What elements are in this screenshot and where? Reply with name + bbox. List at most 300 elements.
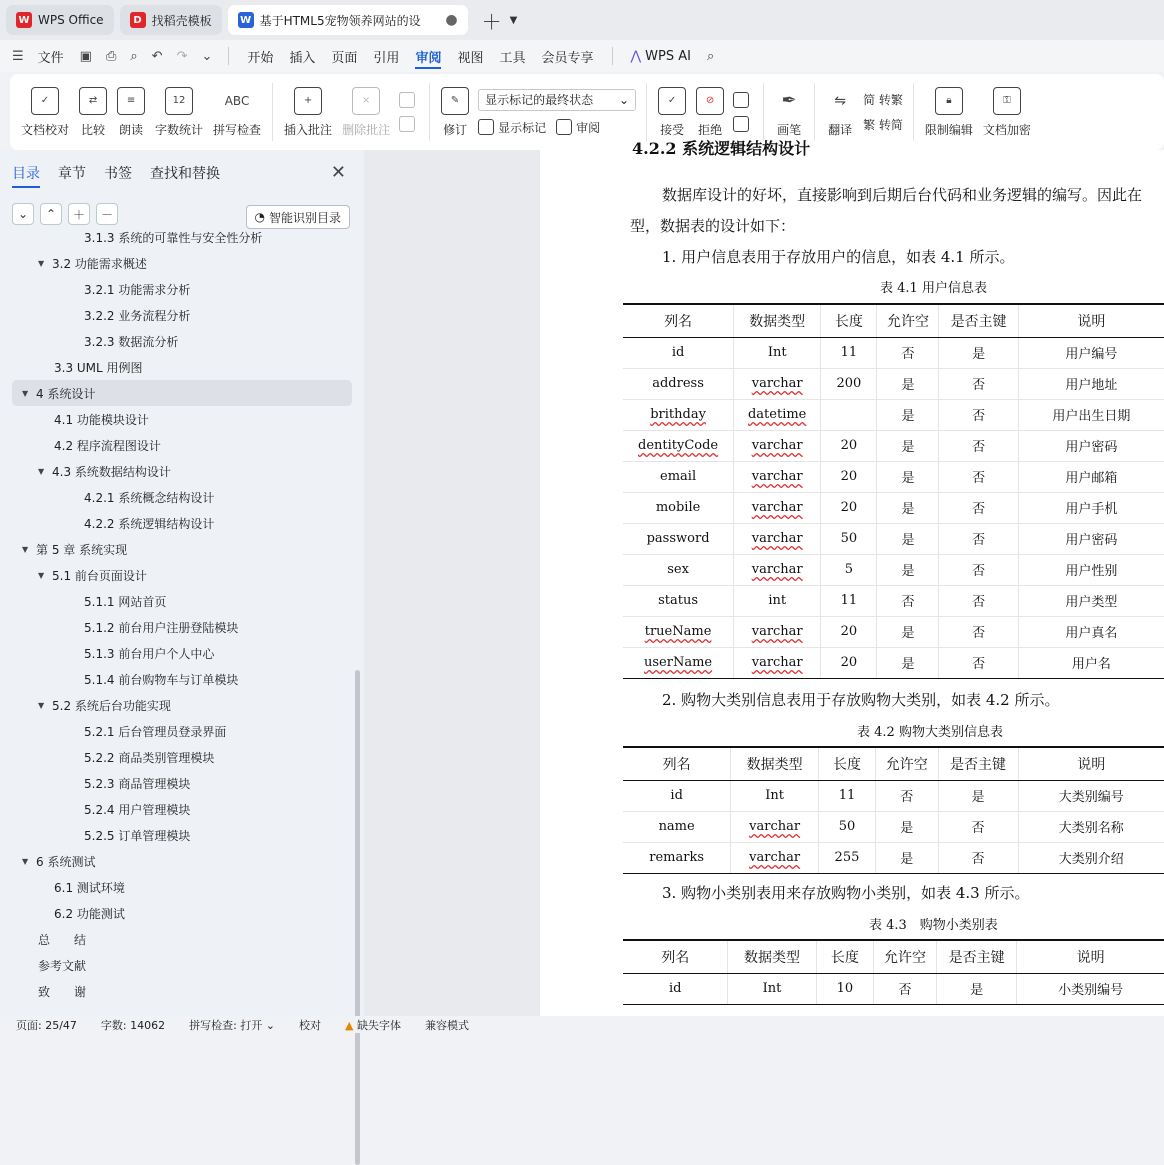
table-caption-1: 表 4.1 用户信息表: [880, 281, 987, 296]
doc-proof-icon: ✓: [31, 87, 59, 115]
toc-item-label: 5.2.5 订单管理模块: [84, 828, 191, 843]
cell-text: varchar: [751, 655, 803, 670]
table-header-cell: 允许空: [877, 304, 939, 337]
cell-text: mobile: [655, 500, 701, 515]
compare-icon: ⇄: [79, 87, 107, 115]
cell-text: 20: [840, 500, 858, 515]
menu-page[interactable]: 页面: [331, 50, 358, 66]
toc-item[interactable]: [12, 692, 352, 718]
table-cell: [876, 780, 939, 811]
show-markup-icon: [478, 119, 494, 135]
label: 显示标记: [498, 120, 547, 135]
writer-doc-icon: W: [238, 12, 254, 28]
table-cell: [734, 616, 821, 647]
toc-item-label: 5.2 系统后台功能实现: [52, 698, 171, 713]
tab-list-chevron-icon[interactable]: ▼: [509, 14, 518, 26]
cell-text: 是: [901, 502, 915, 517]
table-cell: [938, 811, 1018, 842]
read-aloud-button[interactable]: [112, 79, 150, 145]
list-item-2: 2. 购物大类别信息表用于存放购物大类别，如表 4.2 所示。: [662, 691, 1060, 709]
table-cell: [1018, 368, 1164, 399]
toc-item-label: 6 系统测试: [36, 854, 96, 869]
cell-text: 用户真名: [1065, 626, 1118, 641]
tab-chapters[interactable]: 章节: [58, 166, 86, 182]
collapse-up-icon[interactable]: ⌃: [40, 203, 62, 225]
table-cell: [623, 492, 734, 523]
cell-text: varchar: [751, 624, 803, 639]
cell-text: varchar: [751, 376, 803, 391]
cell-text: 用户类型: [1065, 595, 1118, 610]
menu-file[interactable]: 文件: [37, 50, 64, 66]
table-row: [623, 780, 1164, 811]
markup-state-select[interactable]: [478, 89, 636, 111]
table-cell: [818, 811, 875, 842]
tab-current-document[interactable]: [228, 5, 468, 35]
label: 朗读: [119, 122, 144, 137]
table-cell: [876, 811, 939, 842]
toc-item-label: 3.2.2 业务流程分析: [84, 308, 191, 323]
toc-item[interactable]: [12, 536, 352, 562]
table-header-cell: 数据类型: [734, 304, 821, 337]
table-cell: [623, 368, 734, 399]
toc-item-label: 5.1.3 前台用户个人中心: [84, 646, 215, 661]
label: 智能识别目录: [268, 210, 341, 225]
table-cell: [938, 780, 1018, 811]
toc-item[interactable]: [12, 848, 352, 874]
toc-item[interactable]: [12, 250, 352, 276]
cell-text: 是: [901, 564, 915, 579]
user-info-table: [623, 303, 1164, 679]
doc-proof-button[interactable]: [16, 79, 74, 145]
cell-text: varchar: [749, 819, 801, 834]
toc-item-label: 4 系统设计: [36, 386, 96, 401]
cell-text: 是: [901, 533, 915, 548]
table-cell: [877, 461, 939, 492]
table-cell: [821, 461, 877, 492]
label: 简 转繁: [863, 93, 903, 107]
label: 拼写检查: [213, 122, 262, 137]
menu-references[interactable]: 引用: [373, 50, 400, 66]
track-changes-button[interactable]: [436, 79, 474, 145]
table-cell: [877, 616, 939, 647]
toc-item[interactable]: [12, 796, 352, 822]
table-cell: [877, 337, 939, 368]
label: 文档加密: [982, 122, 1031, 137]
table-row: [623, 523, 1164, 554]
table-cell: [728, 973, 816, 1004]
table-cell: [939, 492, 1018, 523]
toc-item-label: 5.1.1 网站首页: [84, 594, 167, 609]
tab-docer-templates[interactable]: [120, 5, 222, 35]
undo-icon[interactable]: ↶: [151, 48, 163, 64]
navigation-pane: [0, 150, 364, 1016]
divider: [763, 83, 764, 141]
remove-icon[interactable]: －: [96, 203, 118, 225]
table-cell: [821, 616, 877, 647]
toc-item[interactable]: [12, 276, 352, 302]
table-cell: [821, 399, 877, 430]
table-row: [623, 973, 1164, 1004]
prev-change-button[interactable]: [733, 92, 753, 108]
table-row: [623, 368, 1164, 399]
table-row: [623, 554, 1164, 585]
section-heading-partial: 4.2.2 系统逻辑结构设计: [632, 139, 811, 158]
cell-text: 用户名: [1071, 657, 1111, 672]
toc-item[interactable]: [12, 874, 352, 900]
toc-item[interactable]: [12, 718, 352, 744]
table-header-row: [623, 747, 1164, 780]
nav-tabs: [0, 150, 364, 196]
cell-text: id: [669, 981, 682, 996]
label: 拼写检查: 打开: [189, 1018, 263, 1032]
toc-item-label: 4.2 程序流程图设计: [54, 438, 161, 453]
cell-text: 否: [901, 595, 915, 610]
menu-home[interactable]: 开始: [247, 50, 274, 66]
collapse-arrow-icon[interactable]: ▼: [38, 700, 45, 710]
table-cell: [1018, 780, 1164, 811]
table-header-cell: 是否主键: [936, 940, 1016, 973]
translate-button[interactable]: [821, 79, 859, 145]
cell-text: 大类别名称: [1058, 821, 1124, 836]
word-count[interactable]: 字数: 14062: [100, 1018, 166, 1032]
cell-text: 是: [901, 657, 915, 672]
cell-text: datetime: [747, 407, 807, 422]
toc-item-label: 5.1 前台页面设计: [52, 568, 147, 583]
cell-text: 20: [840, 624, 858, 639]
tab-close-icon[interactable]: ●: [445, 12, 458, 28]
table-cell: [623, 399, 734, 430]
toc-item[interactable]: [12, 562, 352, 588]
cell-text: 11: [840, 593, 858, 608]
read-aloud-icon: ≡: [117, 87, 145, 115]
warning-icon: ▲: [345, 1018, 357, 1032]
show-markup-button[interactable]: [478, 119, 546, 136]
cell-text: 否: [971, 852, 985, 867]
to-traditional-button[interactable]: [863, 91, 903, 108]
cell-text: 是: [970, 983, 984, 998]
review-pane-icon: [556, 119, 572, 135]
table-cell: [623, 523, 734, 554]
toc-item-label: 6.1 测试环境: [54, 880, 125, 895]
table-header-cell: 说明: [1017, 940, 1164, 973]
collapse-arrow-icon[interactable]: ▼: [22, 856, 29, 866]
menu-view[interactable]: 视图: [457, 50, 484, 66]
table-cell: [877, 554, 939, 585]
toc-item[interactable]: [12, 926, 352, 952]
cell-text: 否: [972, 595, 986, 610]
cell-text: 是: [901, 471, 915, 486]
table-header-cell: 数据类型: [728, 940, 816, 973]
word-count-button[interactable]: [150, 79, 208, 145]
toc-item-label: 4.2.2 系统逻辑结构设计: [84, 516, 215, 531]
toc-item-label: 4.1 功能模块设计: [54, 412, 149, 427]
toc-item[interactable]: [12, 952, 352, 978]
table-row: [623, 616, 1164, 647]
cell-text: 否: [971, 821, 985, 836]
encrypt-document-button[interactable]: [978, 79, 1036, 145]
select-value: 显示标记的最终状态: [485, 93, 594, 107]
cell-text: 用户密码: [1065, 440, 1118, 455]
category-table: [623, 746, 1164, 874]
collapse-arrow-icon[interactable]: ▼: [38, 570, 45, 580]
cell-text: 用户出生日期: [1052, 409, 1131, 424]
cell-text: 20: [840, 655, 858, 670]
toc-item[interactable]: [12, 354, 352, 380]
toc-item-label: 4.3 系统数据结构设计: [52, 464, 171, 479]
label: 翻译: [828, 122, 853, 137]
table-cell: [938, 842, 1018, 873]
cell-text: 11: [840, 345, 858, 360]
cell-text: 20: [840, 469, 858, 484]
toc-item[interactable]: [12, 224, 352, 250]
chinese-convert-group: [859, 91, 907, 133]
pen-icon: ✒: [781, 90, 797, 111]
table-cell: [734, 430, 821, 461]
collapse-arrow-icon[interactable]: ▼: [38, 466, 45, 476]
toc-item[interactable]: [12, 614, 352, 640]
cell-text: 50: [840, 531, 858, 546]
toc-item-label: 参考文献: [38, 958, 87, 973]
toc-item[interactable]: [12, 770, 352, 796]
table-cell: [734, 647, 821, 678]
table-header-cell: 说明: [1018, 304, 1164, 337]
missing-font-status[interactable]: [345, 1017, 401, 1033]
cell-text: 是: [901, 440, 915, 455]
label: 拒绝: [698, 122, 723, 137]
toc-item[interactable]: [12, 666, 352, 692]
cell-text: 5: [844, 562, 853, 577]
toc-item[interactable]: [12, 328, 352, 354]
cell-text: 是: [901, 626, 915, 641]
label: 文档校对: [21, 122, 70, 137]
toc-item-label: 3.2.3 数据流分析: [84, 334, 179, 349]
table-cell: [731, 842, 819, 873]
toc-item-label: 5.1.4 前台购物车与订单模块: [84, 672, 239, 687]
table-cell: [734, 585, 821, 616]
tab-wps-office[interactable]: [6, 5, 114, 35]
toc-item[interactable]: [12, 978, 352, 1004]
cell-text: name: [658, 819, 695, 834]
table-cell: [874, 973, 937, 1004]
table-cell: [1017, 973, 1164, 1004]
table-cell: [1018, 585, 1164, 616]
toc-item-label: 致 谢: [38, 984, 87, 999]
table-cell: [1018, 461, 1164, 492]
table-row: [623, 492, 1164, 523]
lock-document-icon: 🔒︎: [935, 87, 963, 115]
table-cell: [1018, 554, 1164, 585]
cell-text: varchar: [751, 562, 803, 577]
delete-comment-icon: ×: [352, 87, 380, 115]
table-cell: [734, 554, 821, 585]
collapse-arrow-icon[interactable]: ▼: [38, 258, 45, 268]
cell-text: 用户性别: [1065, 564, 1118, 579]
collapse-arrow-icon[interactable]: ▼: [22, 388, 29, 398]
cell-text: email: [660, 469, 697, 484]
prev-comment-button[interactable]: [399, 92, 419, 108]
table-header-row: [623, 940, 1164, 973]
label: 接受: [660, 122, 685, 137]
table-cell: [821, 430, 877, 461]
table-header-cell: 说明: [1018, 747, 1164, 780]
tab-label: 基于HTML5宠物领养网站的设: [259, 13, 421, 28]
table-cell: [877, 585, 939, 616]
toc-item[interactable]: [12, 900, 352, 926]
change-nav-group: [729, 92, 757, 132]
spell-check-status[interactable]: [189, 1017, 275, 1033]
sidebar-scrollbar[interactable]: [355, 670, 360, 1165]
table-row: [623, 399, 1164, 430]
table-cell: [734, 337, 821, 368]
compat-mode: 兼容模式: [425, 1018, 469, 1032]
table-cell: [623, 811, 731, 842]
toc-item[interactable]: [12, 380, 352, 406]
table-cell: [1018, 616, 1164, 647]
tab-toc[interactable]: 目录: [12, 150, 40, 196]
table-cell: [1018, 492, 1164, 523]
table-cell: [877, 399, 939, 430]
cell-text: trueName: [644, 624, 712, 639]
toc-item-label: 5.2.1 后台管理员登录界面: [84, 724, 227, 739]
label: 繁 转简: [863, 118, 903, 132]
label: 画笔: [777, 122, 802, 137]
cell-text: varchar: [751, 500, 803, 515]
status-bar: [0, 1016, 1164, 1033]
translate-icon: ⇋: [834, 92, 846, 109]
collapse-arrow-icon[interactable]: ▼: [22, 544, 29, 554]
table-cell: [939, 461, 1018, 492]
toc-item[interactable]: [12, 432, 352, 458]
label: 修订: [443, 122, 468, 137]
table-cell: [1018, 647, 1164, 678]
cell-text: Int: [767, 345, 787, 360]
table-header-cell: 是否主键: [939, 304, 1018, 337]
cell-text: id: [670, 788, 683, 803]
restrict-editing-button[interactable]: [920, 79, 978, 145]
page-indicator[interactable]: 页面: 25/47: [16, 1018, 77, 1032]
toc-item-label: 4.2.1 系统概念结构设计: [84, 490, 215, 505]
print-icon[interactable]: ⎙: [105, 48, 117, 64]
menu-insert[interactable]: 插入: [289, 50, 316, 66]
cell-text: 否: [972, 502, 986, 517]
proof-status[interactable]: 校对: [299, 1018, 322, 1032]
cell-text: 是: [900, 821, 914, 836]
redo-icon[interactable]: ↷: [176, 48, 188, 64]
document-page[interactable]: [540, 139, 1164, 1016]
cell-text: 否: [900, 790, 914, 805]
tab-find-replace[interactable]: 查找和替换: [150, 166, 220, 182]
close-icon[interactable]: ✕: [330, 162, 346, 183]
toc-item-label: 3.1.3 系统的可靠性与安全性分析: [84, 230, 263, 245]
search-icon[interactable]: ⌕: [706, 48, 715, 64]
comment-nav-group: [395, 92, 423, 132]
table-cell: [623, 780, 731, 811]
insert-comment-button[interactable]: [279, 79, 337, 145]
next-comment-button[interactable]: [399, 116, 419, 132]
toc-item[interactable]: [12, 406, 352, 432]
toc-item[interactable]: [12, 744, 352, 770]
cell-text: status: [658, 593, 699, 608]
print-preview-icon[interactable]: ⌕: [130, 48, 138, 64]
wps-logo-icon: W: [16, 12, 32, 28]
spell-check-button[interactable]: [208, 79, 266, 145]
table-cell: [623, 430, 734, 461]
table-header-cell: 允许空: [874, 940, 937, 973]
label: 缺失字体: [357, 1018, 401, 1032]
table-cell: [821, 492, 877, 523]
label: 限制编辑: [924, 122, 973, 137]
new-tab-plus-icon[interactable]: ＋: [481, 9, 502, 34]
menu-wps-ai[interactable]: WPS AI: [645, 48, 691, 64]
cell-text: 小类别编号: [1058, 983, 1124, 998]
paragraph-intro-cont: 型，数据表的设计如下：: [630, 217, 796, 235]
tab-bookmarks[interactable]: 书签: [104, 166, 132, 182]
divider: [228, 47, 229, 65]
next-change-button[interactable]: [733, 116, 753, 132]
table-cell: [623, 585, 734, 616]
table-cell: [939, 585, 1018, 616]
toc-item[interactable]: [12, 822, 352, 848]
cell-text: 否: [972, 471, 986, 486]
table-row: [623, 647, 1164, 678]
hamburger-menu-icon[interactable]: ☰: [12, 48, 24, 64]
tab-label: WPS Office: [38, 13, 104, 27]
insert-comment-icon: +: [294, 87, 322, 115]
compare-button[interactable]: [74, 79, 112, 145]
toc-item[interactable]: [12, 510, 352, 536]
menu-tools[interactable]: 工具: [499, 50, 526, 66]
cell-text: varchar: [751, 469, 803, 484]
menu-member[interactable]: 会员专享: [541, 50, 594, 66]
divider: [814, 83, 815, 141]
cell-text: varchar: [751, 438, 803, 453]
toc-item[interactable]: [12, 588, 352, 614]
table-cell: [821, 337, 877, 368]
table-cell: [939, 368, 1018, 399]
add-icon[interactable]: ＋: [68, 203, 90, 225]
cell-text: varchar: [749, 850, 801, 865]
divider: [272, 83, 273, 141]
next-change-icon: [733, 116, 749, 132]
delete-comment-button[interactable]: [337, 79, 395, 145]
wps-ai-icon[interactable]: ⋀: [630, 48, 642, 64]
cell-text: 否: [972, 626, 986, 641]
table-cell: [821, 647, 877, 678]
quick-access-chevron-icon[interactable]: ⌄: [201, 48, 213, 64]
paragraph-intro: 数据库设计的好坏，直接影响到后期后台代码和业务逻辑的编写。因此在: [662, 186, 1143, 204]
table-cell: [939, 523, 1018, 554]
toc-item[interactable]: [12, 458, 352, 484]
cell-text: varchar: [751, 531, 803, 546]
review-pane-button[interactable]: [556, 119, 600, 136]
to-simplified-button[interactable]: [863, 116, 903, 133]
table-cell: [821, 554, 877, 585]
prev-comment-icon: [399, 92, 415, 108]
save-icon[interactable]: ▣: [79, 48, 92, 64]
expand-down-icon[interactable]: ⌄: [12, 203, 34, 225]
toc-item[interactable]: [12, 484, 352, 510]
toc-item[interactable]: [12, 302, 352, 328]
cell-text: 用户手机: [1065, 502, 1118, 517]
cell-text: password: [646, 531, 710, 546]
table-cell: [877, 430, 939, 461]
cell-text: 是: [972, 347, 986, 362]
reject-icon: ⊘: [696, 87, 724, 115]
cell-text: int: [768, 593, 787, 608]
menu-review[interactable]: 审阅: [415, 40, 441, 72]
cell-text: 用户地址: [1065, 378, 1118, 393]
toc-item[interactable]: [12, 640, 352, 666]
